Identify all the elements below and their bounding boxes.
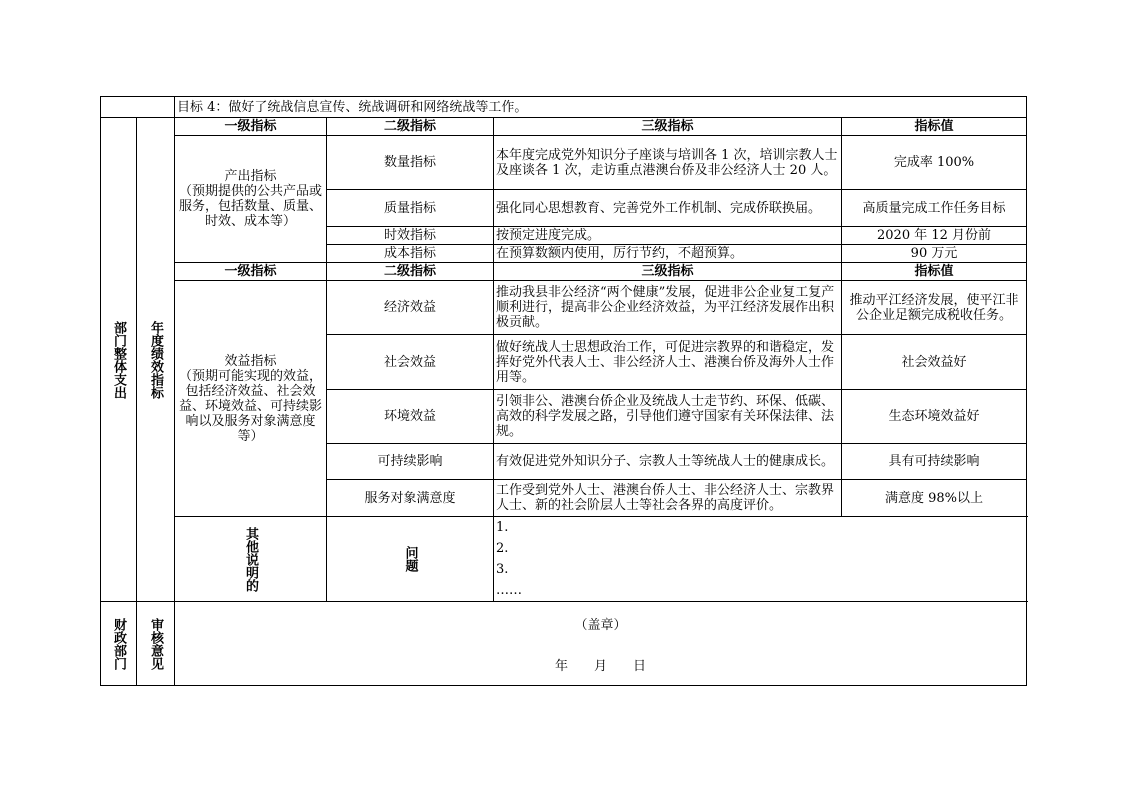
level3-cell: 本年度完成党外知识分子座谈与培训各 1 次，培训宗教人士及座谈各 1 次，走访重点港澳台侨及非公经济人士 20 人。 <box>494 136 842 190</box>
output-row-quantity <box>101 136 1027 190</box>
header-row-2 <box>101 263 1027 281</box>
header-level1: 一级指标 <box>175 118 327 136</box>
header-value: 指标值 <box>842 263 1027 281</box>
benefit-indicator-desc: （预期可能实现的效益，包括经济效益、社会效益、环境效益、可持续影响以及服务对象满意度等） <box>178 368 322 444</box>
level3-cell: 做好统战人士思想政治工作，可促进宗教界的和谐稳定，发挥好党外代表人士、非公经济人士、港澳台侨及海外人士作用等。 <box>494 335 842 390</box>
note-item: …… <box>496 583 522 598</box>
review-label-cell <box>137 602 175 686</box>
annual-label-cell <box>137 118 175 602</box>
value-cell: 生态环境效益好 <box>842 390 1027 444</box>
finance-label-cell <box>101 602 137 686</box>
note-item: 2. <box>496 541 509 556</box>
output-indicator-label: 产出指标 <box>224 169 277 184</box>
level2-cell: 环境效益 <box>327 390 494 444</box>
header-level3: 三级指标 <box>494 118 842 136</box>
performance-table <box>100 96 1027 686</box>
level3-cell: 在预算数额内使用，厉行节约，不超预算。 <box>494 245 842 263</box>
benefit-indicator-cell <box>175 281 327 517</box>
other-notes-row <box>101 517 1027 602</box>
finance-label: 财政部门 <box>111 617 126 670</box>
annual-indicator-label: 年度绩效指标 <box>148 320 163 399</box>
target-blank-cell <box>101 97 175 118</box>
value-cell: 推动平江经济发展，使平江非公企业足额完成税收任务。 <box>842 281 1027 335</box>
level2-cell: 时效指标 <box>327 227 494 245</box>
level3-cell: 按预定进度完成。 <box>494 227 842 245</box>
header-level3: 三级指标 <box>494 263 842 281</box>
finance-review-row <box>101 602 1027 686</box>
benefit-row-economic <box>101 281 1027 335</box>
other-label: 其他说明的 <box>243 526 258 592</box>
target-row <box>101 97 1027 118</box>
header-level2: 二级指标 <box>327 263 494 281</box>
header-level2: 二级指标 <box>327 118 494 136</box>
level2-cell: 服务对象满意度 <box>327 480 494 517</box>
output-indicator-cell <box>175 136 327 263</box>
level3-cell: 工作受到党外人士、港澳台侨人士、非公经济人士、宗教界人士、新的社会阶层人士等社会各界的高度评价。 <box>494 480 842 517</box>
finance-review-cell <box>175 602 1027 686</box>
level2-cell: 社会效益 <box>327 335 494 390</box>
seal-text: （盖章） <box>574 617 627 633</box>
level2-cell: 成本指标 <box>327 245 494 263</box>
other-label-cell <box>175 517 327 602</box>
value-cell: 完成率 100% <box>842 136 1027 190</box>
date-text: 年 月 日 <box>555 658 647 674</box>
other-notes-cell <box>494 517 1027 602</box>
level2-cell: 质量指标 <box>327 190 494 227</box>
value-cell: 满意度 98%以上 <box>842 480 1027 517</box>
level2-cell: 经济效益 <box>327 281 494 335</box>
value-cell: 社会效益好 <box>842 335 1027 390</box>
level3-cell: 强化同心思想教育、完善党外工作机制、完成侨联换届。 <box>494 190 842 227</box>
level3-cell: 引领非公、港澳台侨企业及统战人士走节约、环保、低碳、高效的科学发展之路，引导他们遵守国家有关环保法律、法规。 <box>494 390 842 444</box>
note-item: 3. <box>496 562 509 577</box>
output-indicator-desc: （预期提供的公共产品或服务，包括数量、质量、时效、成本等） <box>178 184 322 229</box>
review-label: 审核意见 <box>148 617 163 670</box>
header-level1: 一级指标 <box>175 263 327 281</box>
header-value: 指标值 <box>842 118 1027 136</box>
level3-cell: 推动我县非公经济“两个健康”发展，促进非公企业复工复产顺利进行，提高非公企业经济效益，为平江经济发展作出积极贡献。 <box>494 281 842 335</box>
header-row-1 <box>101 118 1027 136</box>
dept-label-cell <box>101 118 137 602</box>
problem-label-cell <box>327 517 494 602</box>
value-cell: 具有可持续影响 <box>842 444 1027 480</box>
level2-cell: 可持续影响 <box>327 444 494 480</box>
dept-label: 部门整体支出 <box>111 320 126 399</box>
problem-label: 问题 <box>402 546 418 572</box>
level2-cell: 数量指标 <box>327 136 494 190</box>
value-cell: 2020 年 12 月份前 <box>842 227 1027 245</box>
target-4-text: 目标 4：做好了统战信息宣传、统战调研和网络统战等工作。 <box>175 97 1027 118</box>
benefit-indicator-label: 效益指标 <box>224 353 277 369</box>
note-item: 1. <box>496 520 509 535</box>
value-cell: 高质量完成工作任务目标 <box>842 190 1027 227</box>
value-cell: 90 万元 <box>842 245 1027 263</box>
level3-cell: 有效促进党外知识分子、宗教人士等统战人士的健康成长。 <box>494 444 842 480</box>
